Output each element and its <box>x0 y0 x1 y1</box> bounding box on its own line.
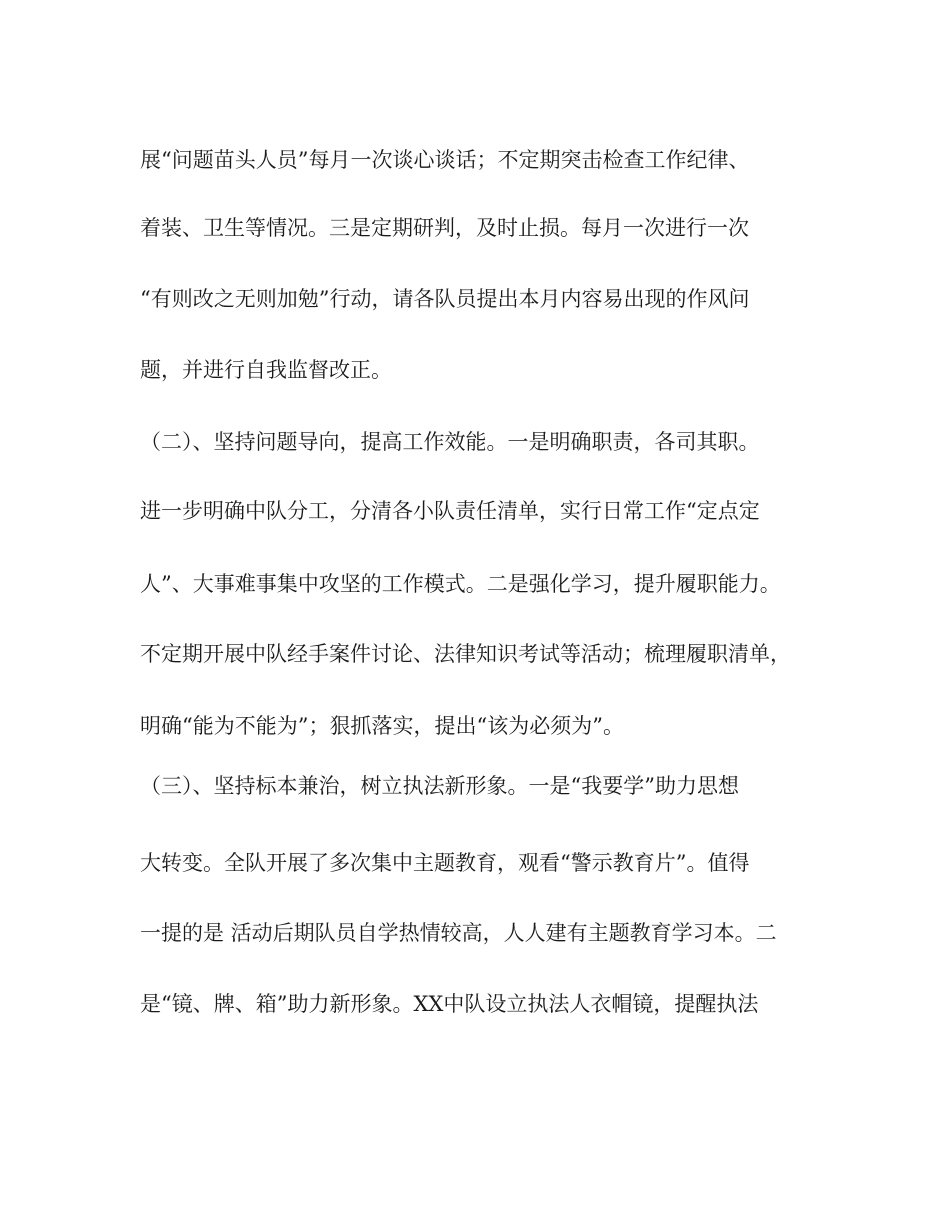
body-text-line: 不定期开展中队经手案件讨论、法律知识考试等活动；梳理履职清单， <box>140 642 791 666</box>
body-text-line: 题，并进行自我监督改正。 <box>140 358 392 382</box>
body-text-line: 进一步明确中队分工，分清各小队责任清单，实行日常工作“定点定 <box>140 499 760 523</box>
body-text-line: 展“问题苗头人员”每月一次谈心谈话；不定期突击检查工作纪律、 <box>140 148 750 172</box>
section-heading-line: （三）、坚持标本兼治，树立执法新形象。一是“我要学”助力思想 <box>140 774 739 798</box>
body-text-line: 明确“能为不能为”；狠抓落实，提出“该为必须为”。 <box>140 714 624 738</box>
body-text-line: 是“镜、牌、箱”助力新形象。XX中队设立执法人衣帽镜，提醒执法 <box>140 992 759 1016</box>
body-text-line: 人”、大事难事集中攻坚的工作模式。二是强化学习，提升履职能力。 <box>140 572 781 596</box>
body-text-line: 大转变。全队开展了多次集中主题教育，观看“警示教育片”。值得 <box>140 851 750 875</box>
section-heading-line: （二）、坚持问题导向，提高工作效能。一是明确职责，各司其职。 <box>140 430 760 454</box>
body-text-line: 着装、卫生等情况。三是定期研判，及时止损。每月一次进行一次 <box>140 216 749 240</box>
body-text-line: “有则改之无则加勉”行动，请各队员提出本月内容易出现的作风问 <box>140 287 750 311</box>
body-text-line: 一提的是 活动后期队员自学热情较高，人人建有主题教育学习本。二 <box>140 921 777 945</box>
